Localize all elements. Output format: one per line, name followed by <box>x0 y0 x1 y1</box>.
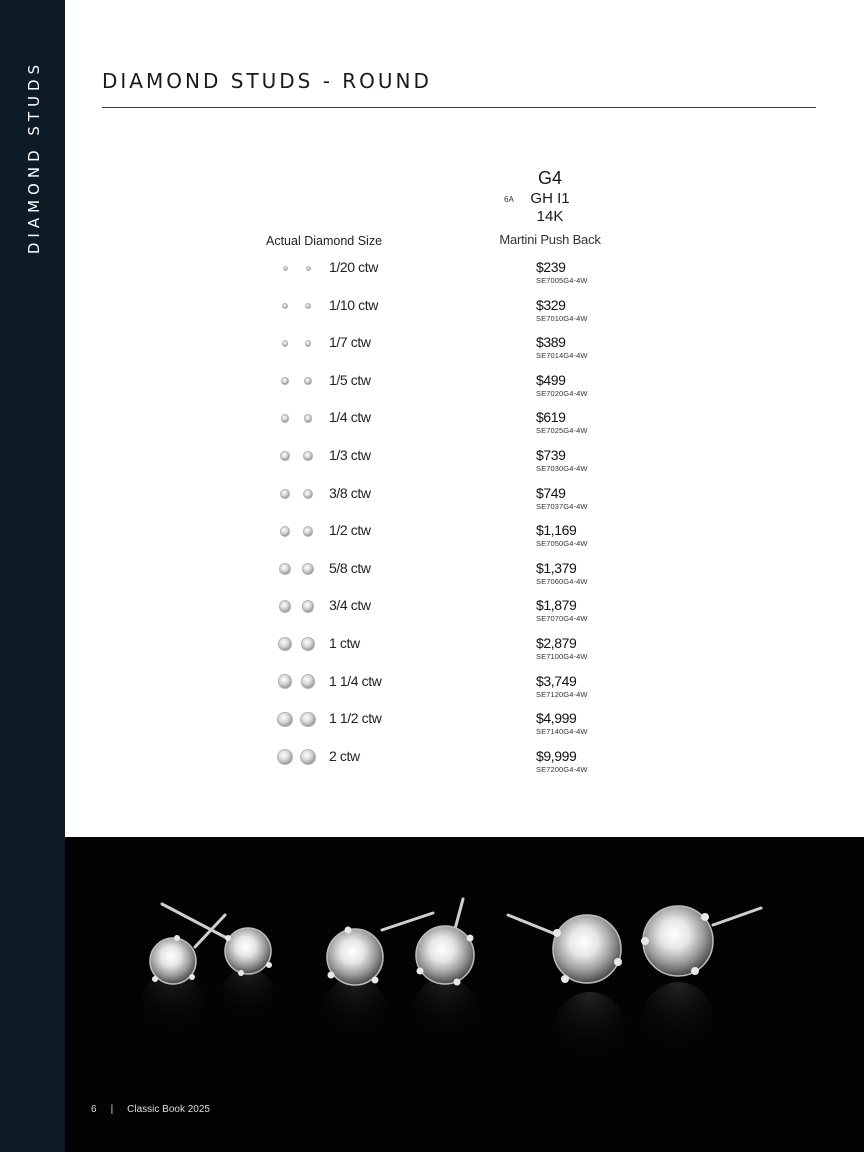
table-row <box>270 372 630 406</box>
table-row <box>270 522 630 556</box>
price: $329 <box>536 296 566 313</box>
table-row <box>270 710 630 744</box>
carat-weight: 3/8 ctw <box>329 484 371 501</box>
table-row <box>270 560 630 594</box>
price: $4,999 <box>536 710 577 727</box>
diamond-left-icon <box>280 526 291 537</box>
diamond-left-icon <box>278 674 292 688</box>
diamond-right-icon <box>304 377 312 385</box>
page-number: 6 <box>91 1104 97 1115</box>
sku: SE7200G4-4W <box>536 764 588 774</box>
title-divider <box>102 107 816 108</box>
diamond-right-icon <box>304 414 312 422</box>
quality-heading: GH I1 <box>530 190 570 207</box>
sku: SE7050G4-4W <box>536 539 588 549</box>
sku: SE7140G4-4W <box>536 727 588 737</box>
carat-weight: 5/8 ctw <box>329 559 371 576</box>
book-name: Classic Book 2025 <box>127 1104 210 1115</box>
diamond-right-icon <box>303 489 313 499</box>
diamond-left-icon <box>279 563 291 575</box>
table-row <box>270 334 630 368</box>
footer-separator: | <box>110 1104 114 1115</box>
price: $2,879 <box>536 635 577 651</box>
diamond-right-icon <box>303 526 314 537</box>
diamond-left-icon <box>280 451 289 460</box>
table-row <box>270 748 630 782</box>
price: $619 <box>536 409 566 426</box>
diamond-left-icon <box>281 377 289 385</box>
carat-weight: 1 1/2 ctw <box>329 710 382 727</box>
metal-heading: G4 <box>537 168 562 188</box>
sidebar <box>0 0 65 1152</box>
page-title: DIAMOND STUDS - ROUND <box>102 69 432 94</box>
diamond-right-icon <box>302 600 315 613</box>
price: $739 <box>536 447 566 463</box>
carat-weight: 1/7 ctw <box>329 334 371 351</box>
carat-weight: 1/3 ctw <box>329 447 371 463</box>
carat-weight: 1/4 ctw <box>329 409 371 426</box>
diamond-left-icon <box>282 303 288 309</box>
carat-weight: 1 1/4 ctw <box>329 672 382 689</box>
diamond-right-icon <box>300 749 316 765</box>
diamond-left-icon <box>282 340 289 347</box>
table-row <box>270 447 630 481</box>
sidebar-label: DIAMOND STUDS <box>25 59 43 255</box>
diamond-left-icon <box>277 749 293 765</box>
sku: SE7037G4-4W <box>536 501 588 511</box>
karat-heading: 14K <box>536 208 564 225</box>
table-row <box>270 409 630 443</box>
diamond-right-icon <box>305 340 312 347</box>
diamond-left-icon <box>281 414 289 422</box>
price: $389 <box>536 334 566 351</box>
table-row <box>270 635 630 669</box>
carat-weight: 1/10 ctw <box>329 296 378 313</box>
price: $3,749 <box>536 672 577 689</box>
sku: SE7070G4-4W <box>536 614 588 624</box>
diamond-right-icon <box>303 451 312 460</box>
sku: SE7025G4-4W <box>536 426 588 436</box>
sku: SE7010G4-4W <box>536 313 588 323</box>
carat-weight: 1/5 ctw <box>329 371 371 388</box>
diamond-right-icon <box>300 712 315 727</box>
diamond-right-icon <box>305 303 311 309</box>
diamond-right-icon <box>306 266 311 271</box>
carat-weight: 1/2 ctw <box>329 522 371 539</box>
sku: SE7005G4-4W <box>536 276 588 285</box>
table-row <box>270 597 630 631</box>
sku: SE7120G4-4W <box>536 689 588 699</box>
table-row <box>270 485 630 519</box>
price: $9,999 <box>536 747 577 764</box>
carat-weight: 1 ctw <box>329 635 360 651</box>
diamond-right-icon <box>301 637 315 651</box>
price: $749 <box>536 484 566 501</box>
diamond-left-icon <box>279 600 292 613</box>
price: $1,379 <box>536 559 577 576</box>
table-row <box>270 297 630 331</box>
table-row <box>270 259 630 293</box>
diamond-left-icon <box>278 637 292 651</box>
diamond-left-icon <box>280 489 290 499</box>
price: $499 <box>536 371 566 388</box>
price: $1,169 <box>536 522 577 539</box>
carat-weight: 2 ctw <box>329 747 360 764</box>
diamond-left-icon <box>283 266 288 271</box>
table-row <box>270 673 630 707</box>
diamond-right-icon <box>301 674 315 688</box>
page-footer <box>91 1104 224 1115</box>
sku: SE7020G4-4W <box>536 388 588 398</box>
price: $239 <box>536 259 566 275</box>
sku: SE7060G4-4W <box>536 576 588 586</box>
price: $1,879 <box>536 597 577 614</box>
diamond-left-icon <box>277 712 292 727</box>
carat-weight: 3/4 ctw <box>329 597 371 614</box>
diamond-right-icon <box>302 563 314 575</box>
sku: SE7100G4-4W <box>536 652 588 661</box>
carat-weight: 1/20 ctw <box>329 259 378 275</box>
sku: SE7030G4-4W <box>536 464 588 473</box>
sku: SE7014G4-4W <box>536 351 588 361</box>
style-code: 6A <box>504 195 514 204</box>
actual-size-heading: Actual Diamond Size <box>266 234 383 248</box>
setting-heading: Martini Push Back <box>499 232 601 247</box>
